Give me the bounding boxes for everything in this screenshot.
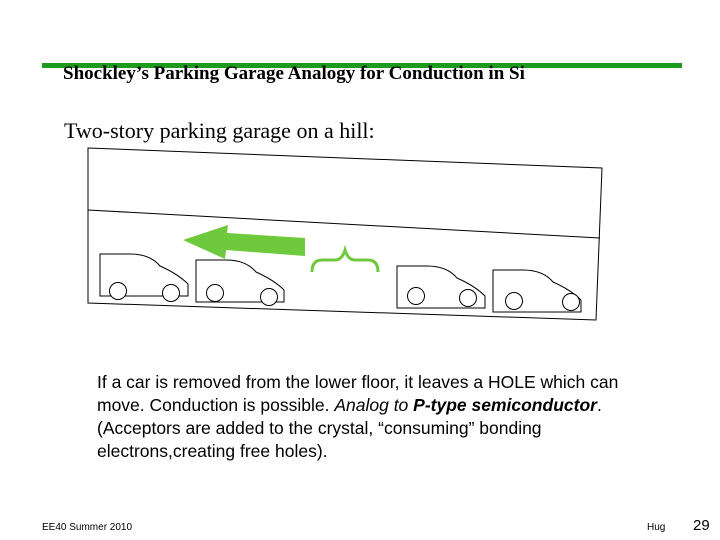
curly-brace-icon bbox=[312, 250, 378, 272]
caption-part-3: P-type semiconductor bbox=[413, 395, 597, 415]
caption-part-4: . (Acceptors are added to the crystal, “consuming” bonding electrons,creating free holes). bbox=[97, 395, 602, 461]
page-number: 29 bbox=[693, 517, 710, 534]
car-outline-icon bbox=[397, 266, 485, 308]
caption-text bbox=[97, 371, 657, 463]
footer-course: EE40 Summer 2010 bbox=[42, 522, 133, 533]
footer-author: Hug bbox=[647, 522, 666, 533]
car-outline-icon bbox=[100, 254, 188, 302]
left-arrow-icon bbox=[183, 225, 305, 259]
caption-part-2: Analog to bbox=[334, 395, 414, 415]
slide-subtitle: Two-story parking garage on a hill: bbox=[64, 118, 375, 143]
caption-part-1: If a car is removed from the lower floor, it leaves a HOLE which can move. Conduction is possible. bbox=[97, 372, 619, 415]
garage-floor-divider bbox=[88, 210, 600, 238]
car-outline-icon bbox=[196, 260, 284, 306]
car-outline-icon bbox=[493, 270, 581, 312]
slide-title: Shockley’s Parking Garage Analogy for Conduction in Si bbox=[63, 63, 525, 84]
